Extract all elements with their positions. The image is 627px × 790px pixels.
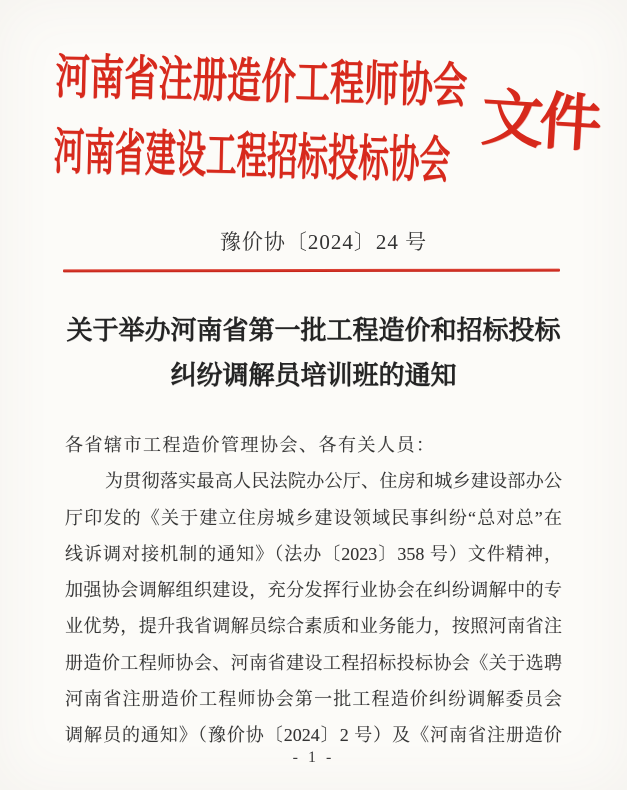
document-number: 豫价协〔2024〕24 号 <box>219 230 428 254</box>
notice-title-line2: 纠纷调解员培训班的通知 <box>170 361 457 390</box>
salutation-line: 各省辖市工程造价管理协会、各有关人员： <box>65 435 436 455</box>
org-name-line1: 河南省注册造价工程师协会 <box>54 51 468 114</box>
notice-title <box>0 308 627 398</box>
letterhead <box>53 51 616 189</box>
body-paragraph-line: 河南省注册造价工程师协会第一批工程造价纠纷调解委员会 <box>65 689 562 710</box>
org-name-line2: 河南省建设工程招标投标协会 <box>53 124 451 189</box>
body-paragraph-line: 加强协会调解组织建设，充分发挥行业协会在纠纷调解中的专 <box>65 580 562 601</box>
body-paragraph-line: 业优势，提升我省调解员综合素质和业务能力，按照河南省注 <box>65 616 562 637</box>
body-paragraph-line: 为贯彻落实最高人民法院办公厅、住房和城乡建设部办公 <box>105 471 562 492</box>
body-paragraph-line: 厅印发的《关于建立住房城乡建设领域民事纠纷“总对总”在 <box>65 507 562 528</box>
body-paragraph-line: 线诉调对接机制的通知》（法办〔2023〕358 号）文件精神， <box>65 543 562 564</box>
page-number: - 1 - <box>292 749 335 766</box>
body-paragraph-line: 册造价工程师协会、河南省建设工程招标投标协会《关于选聘 <box>65 652 562 673</box>
document-label: 文件 <box>479 84 600 160</box>
notice-title-line1: 关于举办河南省第一批工程造价和招标投标 <box>66 316 561 345</box>
red-divider-rule <box>63 269 560 273</box>
body-paragraph-line: 调解员的通知》（豫价协〔2024〕2 号）及《河南省注册造价 <box>65 725 562 746</box>
notice-body <box>65 427 562 754</box>
